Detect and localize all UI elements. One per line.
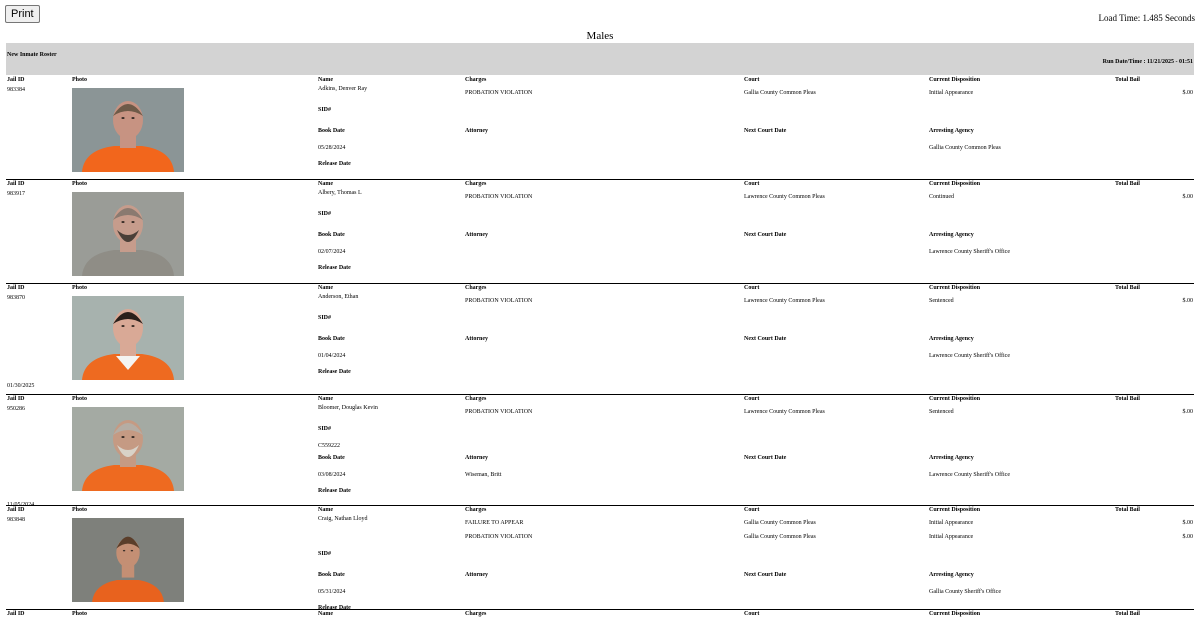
label-book-date: Book Date (318, 336, 345, 342)
inmate-photo (72, 407, 184, 491)
bail-value: $.00 (1182, 90, 1193, 96)
jail-id-value: 950286 (7, 406, 25, 412)
release-date-value: 01/30/2025 (7, 383, 35, 389)
disposition-value: Initial Appearance (929, 534, 974, 540)
label-arresting-agency: Arresting Agency (929, 572, 974, 578)
charge-value: PROBATION VIOLATION (465, 90, 533, 96)
inmate-photo (72, 88, 184, 172)
label-court: Court (744, 181, 760, 187)
label-sid: SID# (318, 211, 332, 217)
label-total-bail: Total Bail (1115, 611, 1140, 617)
label-current-disposition: Current Disposition (929, 77, 981, 83)
label-attorney: Attorney (465, 336, 488, 342)
disposition-value: Sentenced (929, 409, 954, 415)
book-date-value: 03/08/2024 (318, 472, 346, 478)
court-value: Lawrence County Common Pleas (744, 194, 825, 200)
attorney-value: Wiseman, Britt (465, 472, 502, 478)
label-attorney: Attorney (465, 128, 488, 134)
release-date-value: 11/05/2024 (7, 502, 35, 508)
label-book-date: Book Date (318, 128, 345, 134)
inmate-record (6, 506, 1194, 610)
arresting-agency-value: Lawrence County Sheriff's Office (929, 472, 1010, 478)
book-date-value: 05/31/2024 (318, 589, 346, 595)
book-date-value: 05/28/2024 (318, 145, 346, 151)
arresting-agency-value: Lawrence County Sheriff's Office (929, 249, 1010, 255)
book-date-value: 01/04/2024 (318, 353, 346, 359)
label-jail-id: Jail ID (7, 181, 25, 187)
label-arresting-agency: Arresting Agency (929, 455, 974, 461)
roster-title: New Inmate Roster (7, 52, 57, 58)
label-sid: SID# (318, 107, 332, 113)
bail-value: $.00 (1182, 409, 1193, 415)
label-next-court-date: Next Court Date (744, 232, 787, 238)
label-next-court-date: Next Court Date (744, 128, 787, 134)
label-jail-id: Jail ID (7, 285, 25, 291)
label-book-date: Book Date (318, 455, 345, 461)
label-next-court-date: Next Court Date (744, 572, 787, 578)
inmate-name: Albery, Thomas L (318, 190, 362, 196)
charge-value: PROBATION VIOLATION (465, 409, 533, 415)
label-current-disposition: Current Disposition (929, 611, 981, 617)
disposition-value: Initial Appearance (929, 520, 974, 526)
inmate-record (6, 284, 1194, 395)
label-charges: Charges (465, 611, 487, 617)
label-total-bail: Total Bail (1115, 507, 1140, 513)
label-jail-id: Jail ID (7, 611, 25, 617)
bail-value: $.00 (1182, 298, 1193, 304)
label-sid: SID# (318, 426, 332, 432)
book-date-value: 02/07/2024 (318, 249, 346, 255)
label-jail-id: Jail ID (7, 507, 25, 513)
label-attorney: Attorney (465, 572, 488, 578)
charge-value: PROBATION VIOLATION (465, 194, 533, 200)
inmate-record (6, 76, 1194, 180)
inmate-photo (72, 518, 184, 602)
inmate-name: Bloomer, Douglas Kevin (318, 405, 378, 411)
label-total-bail: Total Bail (1115, 181, 1140, 187)
label-name: Name (318, 77, 333, 83)
bail-value: $.00 (1182, 194, 1193, 200)
label-photo: Photo (72, 396, 87, 402)
court-value: Gallia County Common Pleas (744, 520, 816, 526)
label-court: Court (744, 285, 760, 291)
court-value: Gallia County Common Pleas (744, 90, 816, 96)
label-charges: Charges (465, 181, 487, 187)
label-court: Court (744, 77, 760, 83)
label-photo: Photo (72, 611, 87, 617)
roster-banner (6, 43, 1194, 75)
court-value: Lawrence County Common Pleas (744, 409, 825, 415)
inmate-record (6, 180, 1194, 284)
label-photo: Photo (72, 181, 87, 187)
label-attorney: Attorney (465, 455, 488, 461)
label-photo: Photo (72, 507, 87, 513)
label-current-disposition: Current Disposition (929, 507, 981, 513)
charge-value: PROBATION VIOLATION (465, 298, 533, 304)
label-court: Court (744, 507, 760, 513)
bail-value: $.00 (1182, 520, 1193, 526)
label-release-date: Release Date (318, 161, 351, 167)
inmate-photo (72, 192, 184, 276)
label-name: Name (318, 181, 333, 187)
label-jail-id: Jail ID (7, 396, 25, 402)
inmate-name: Craig, Nathan Lloyd (318, 516, 368, 522)
inmate-name: Anderson, Ethan (318, 294, 359, 300)
jail-id-value: 983848 (7, 517, 25, 523)
arresting-agency-value: Lawrence County Sheriff's Office (929, 353, 1010, 359)
label-court: Court (744, 611, 760, 617)
bail-value: $.00 (1182, 534, 1193, 540)
court-value: Gallia County Common Pleas (744, 534, 816, 540)
print-button[interactable]: Print (5, 5, 40, 23)
inmate-name: Adkins, Denver Ray (318, 86, 368, 92)
jail-id-value: 983870 (7, 295, 25, 301)
disposition-value: Sentenced (929, 298, 954, 304)
label-charges: Charges (465, 507, 487, 513)
label-current-disposition: Current Disposition (929, 181, 981, 187)
label-sid: SID# (318, 315, 332, 321)
label-court: Court (744, 396, 760, 402)
label-photo: Photo (72, 77, 87, 83)
label-arresting-agency: Arresting Agency (929, 128, 974, 134)
inmate-record (6, 395, 1194, 506)
page-heading: Males (586, 30, 614, 42)
label-current-disposition: Current Disposition (929, 396, 981, 402)
label-arresting-agency: Arresting Agency (929, 336, 974, 342)
label-next-court-date: Next Court Date (744, 455, 787, 461)
label-total-bail: Total Bail (1115, 285, 1140, 291)
label-charges: Charges (465, 285, 487, 291)
label-name: Name (318, 507, 333, 513)
label-arresting-agency: Arresting Agency (929, 232, 974, 238)
label-attorney: Attorney (465, 232, 488, 238)
label-name: Name (318, 396, 333, 402)
label-photo: Photo (72, 285, 87, 291)
charge-value: PROBATION VIOLATION (465, 534, 533, 540)
label-current-disposition: Current Disposition (929, 285, 981, 291)
label-sid: SID# (318, 551, 332, 557)
disposition-value: Initial Appearance (929, 90, 974, 96)
sid-value: C559222 (318, 443, 341, 449)
label-release-date: Release Date (318, 488, 351, 494)
inmate-record (6, 610, 1194, 620)
jail-id-value: 983917 (7, 191, 25, 197)
court-value: Lawrence County Common Pleas (744, 298, 825, 304)
label-next-court-date: Next Court Date (744, 336, 787, 342)
arresting-agency-value: Gallia County Sheriff's Office (929, 589, 1002, 595)
label-release-date: Release Date (318, 369, 351, 375)
label-total-bail: Total Bail (1115, 396, 1140, 402)
run-date-time: Run Date/Time : 11/21/2025 - 01:51 (1102, 59, 1193, 65)
label-charges: Charges (465, 77, 487, 83)
load-time: Load Time: 1.485 Seconds (1098, 13, 1195, 23)
jail-id-value: 983384 (7, 87, 25, 93)
disposition-value: Continued (929, 194, 954, 200)
arresting-agency-value: Gallia County Common Pleas (929, 145, 1001, 151)
charge-value: FAILURE TO APPEAR (465, 520, 524, 526)
inmate-photo (72, 296, 184, 380)
label-total-bail: Total Bail (1115, 77, 1140, 83)
label-book-date: Book Date (318, 232, 345, 238)
label-release-date: Release Date (318, 265, 351, 271)
label-charges: Charges (465, 396, 487, 402)
label-name: Name (318, 611, 333, 617)
label-name: Name (318, 285, 333, 291)
label-release-date: Release Date (318, 605, 351, 611)
label-jail-id: Jail ID (7, 77, 25, 83)
label-book-date: Book Date (318, 572, 345, 578)
